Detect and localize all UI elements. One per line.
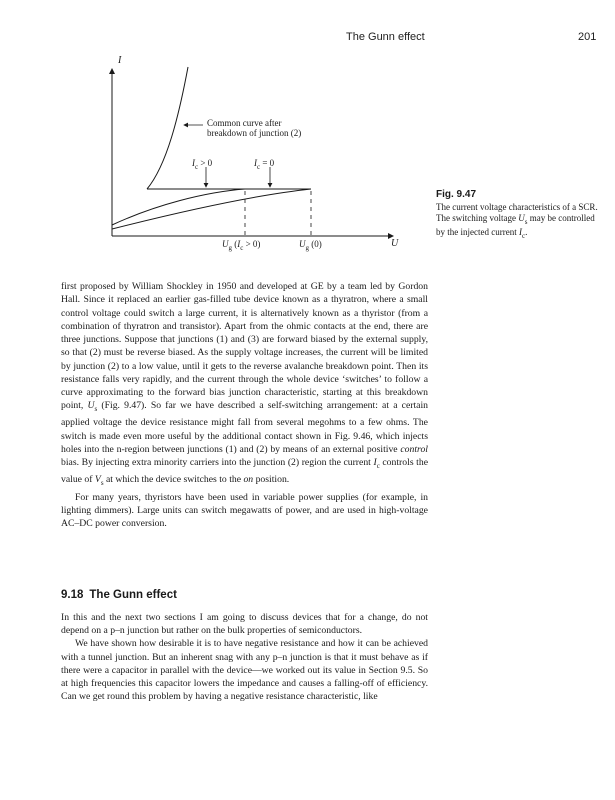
section-heading — [61, 589, 177, 601]
section-number: 9.18 — [61, 589, 84, 601]
axis-y-label: I — [118, 55, 122, 66]
page-number: 201 — [578, 31, 597, 43]
common-curve — [147, 67, 188, 189]
annotation-text: Common curve after breakdown of junction (2) — [207, 118, 302, 138]
label-ug-positive: $U_g$ $(I_c > 0)$ — [222, 239, 261, 252]
axis-x-label: U — [391, 238, 399, 249]
body-text — [61, 280, 428, 530]
label-ic-positive: $I_c > 0$ — [192, 158, 213, 171]
caption-text: The current voltage characteristics of a SCR. The switching voltage $U_s$ may be controlled by the injected current $I_c$. — [436, 202, 598, 240]
scr-iv-figure — [95, 55, 425, 260]
section-title: The Gunn effect — [89, 589, 177, 601]
label-ic-zero: $I_c = 0$ — [254, 158, 275, 171]
paragraph: first proposed by William Shockley in 1950 and developed at GE by a team led by Gordon Hall. Since it replaced an earlier gas-filled tube device known as a thyratron, where a small control voltage could switch a large current, it is alternatively known as a thyristor (from a combination of thyratron and transistor). Apart from the ohmic contacts at the end, there are three junctions. Suppose that junctions (1) and (3) are forward biased by the external supply, so that (2) must be reverse biased. As the supply voltage increases, the current will be limited by junction (2) to a low value, until it gets to the reverse avalanche breakdown point. Then its resistance falls very rapidly, and the current through the whole device ‘switches’ to follow a curve approximating to the forward bias junction characteristic, starting at this breakdown point, $U_s$ (Fig. 9.47). So far we have described a self-switching arrangement: at a certain applied voltage the device resistance might fall from several megohms to a few ohms. The switch is made even more useful by the additional contact shown in Fig. 9.46, which injects holes into the n-region between junctions (1) and (2) by means of an external positive control bias. By injecting extra minority carriers into the junction (2) region the current $I_c$ controls the value of $V_s$ at which the device switches to the on position. — [61, 281, 428, 488]
paragraph: We have shown how desirable it is to have negative resistance and how it can be achieved with a tunnel junction. But an inherent snag with any p–n junction is that it must behave as if there were a capacitor in parallel with the device—we worked out its value in Section 9.5. So at high frequencies this capacitor lowers the impedance and causes a falling-off of efficiency. Can we get round this problem by having a negative resistance characteristic, like — [61, 638, 428, 703]
running-title: The Gunn effect — [346, 31, 425, 43]
paragraph: In this and the next two sections I am going to discuss devices that for a change, do not depend on a p–n junction but rather on the bulk properties of semiconductors. — [61, 612, 428, 637]
figure-caption — [436, 190, 604, 241]
label-ug-zero: $U_g$ (0) — [299, 239, 322, 252]
curve-ic-zero — [112, 189, 311, 229]
curve-ic-positive — [112, 189, 245, 225]
paragraph: For many years, thyristors have been used in variable power supplies (for example, in lighting dimmers). Large units can switch megawatts of power, and are used in high-voltage AC–DC power conversion. — [61, 491, 428, 530]
section-body — [61, 611, 428, 703]
caption-title: Fig. 9.47 — [436, 189, 477, 200]
